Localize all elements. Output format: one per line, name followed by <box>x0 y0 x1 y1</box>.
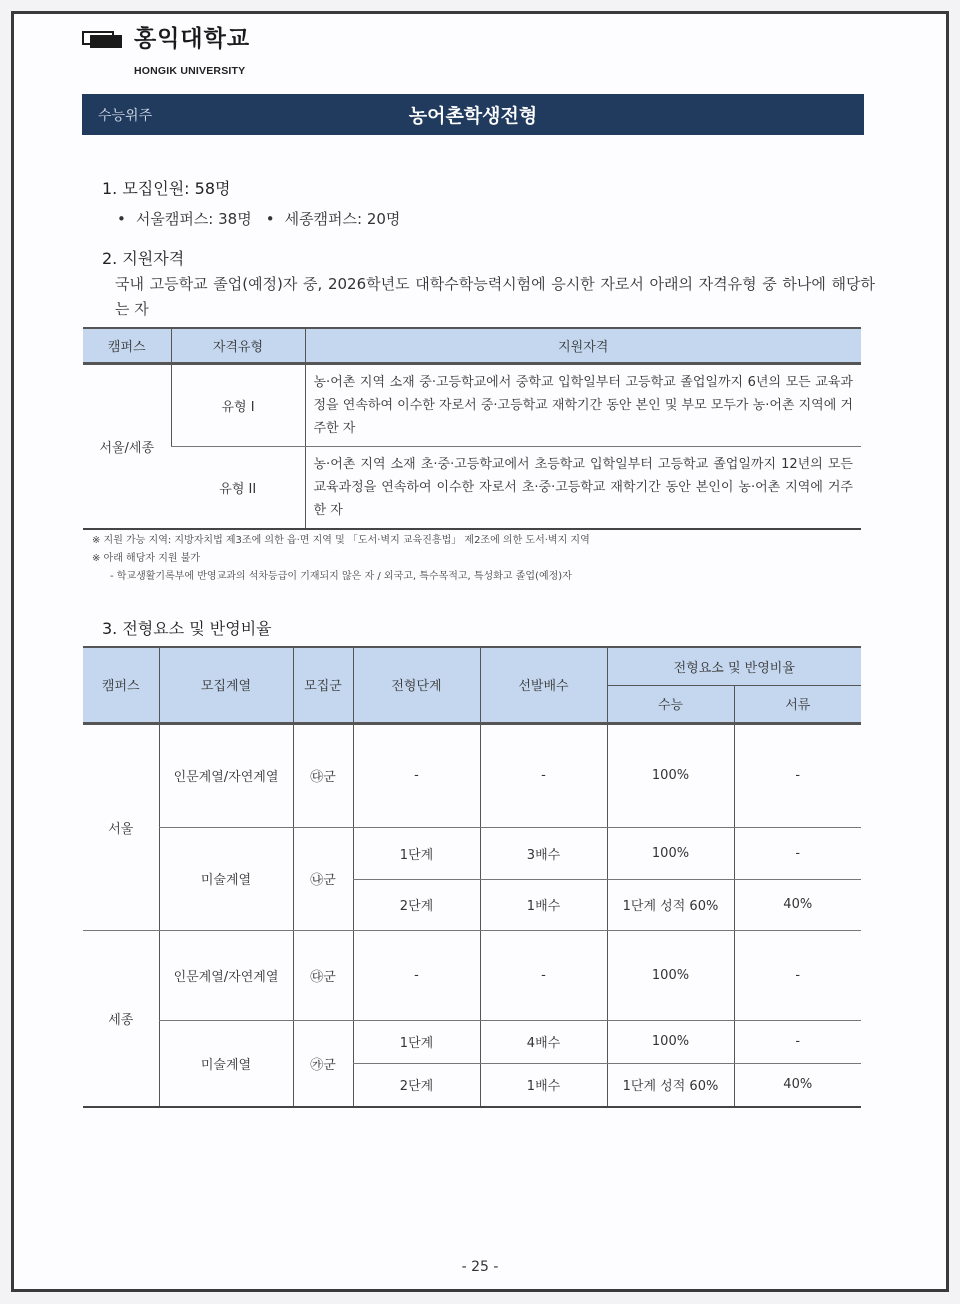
csat-cell: 1단계 성적 60% <box>607 879 734 930</box>
type-cell: 유형 I <box>171 363 305 446</box>
bullet-icon: • <box>265 210 275 228</box>
csat-cell: 100% <box>607 1020 734 1063</box>
selection-ratio-table <box>83 646 861 1108</box>
section-heading-selection: 3. 전형요소 및 반영비율 <box>102 619 272 638</box>
campus-cell: 서울/세종 <box>83 363 171 529</box>
multiplier-cell: 3배수 <box>480 827 607 879</box>
stage-cell: 2단계 <box>353 879 480 930</box>
field-cell: 미술계열 <box>159 827 293 930</box>
page-number: - 25 - <box>461 1259 499 1275</box>
bullet-icon: • <box>117 210 126 228</box>
section-heading-quota: 1. 모집인원: 58명 <box>102 179 231 198</box>
field-cell: 인문계열/자연계열 <box>159 930 293 1020</box>
field-cell: 미술계열 <box>159 1020 293 1107</box>
campus-quota-list <box>117 208 400 229</box>
documents-cell: - <box>734 827 861 879</box>
multiplier-cell: 1배수 <box>480 879 607 930</box>
csat-cell: 100% <box>607 723 734 827</box>
col-header-stage: 전형단계 <box>353 647 480 723</box>
table-row <box>83 827 861 879</box>
table-row <box>83 1020 861 1063</box>
col-header-ratio-group: 전형요소 및 반영비율 <box>607 647 861 685</box>
col-header-multiplier: 선발배수 <box>480 647 607 723</box>
university-logo <box>82 26 282 78</box>
stage-cell: 1단계 <box>353 827 480 879</box>
multiplier-cell: 1배수 <box>480 1063 607 1107</box>
col-header-csat: 수능 <box>607 685 734 723</box>
documents-cell: - <box>734 1020 861 1063</box>
csat-cell: 100% <box>607 930 734 1020</box>
documents-cell: - <box>734 723 861 827</box>
type-cell: 유형 II <box>171 446 305 529</box>
multiplier-cell: - <box>480 930 607 1020</box>
logo-mark-icon <box>82 31 122 47</box>
campus-cell: 세종 <box>83 930 159 1107</box>
csat-cell: 100% <box>607 827 734 879</box>
table-row <box>83 446 861 529</box>
stage-cell: 1단계 <box>353 1020 480 1063</box>
table-row <box>83 723 861 827</box>
col-header-campus: 캠퍼스 <box>83 647 159 723</box>
qualification-cell: 농·어촌 지역 소재 초·중·고등학교에서 초등학교 입학일부터 고등학교 졸업일까지 12년의 모든 교육과정을 연속하여 이수한 자로서 초·중·고등학교 재학기간 동안 본인이 농·어촌 지역에 거주한 자 <box>305 446 861 529</box>
note-ineligible: ※ 아래 해당자 지원 불가 <box>92 553 201 564</box>
stage-cell: - <box>353 930 480 1020</box>
col-header-campus: 캠퍼스 <box>83 328 171 363</box>
eligibility-description: 국내 고등학교 졸업(예정)자 중, 2026학년도 대학수학능력시험에 응시한 자로서 아래의 자격유형 중 하나에 해당하는 자 <box>115 275 875 318</box>
note-ineligible-detail: - 학교생활기록부에 반영교과의 석차등급이 기재되지 않은 자 / 외국고, 특수목적고, 특성화고 졸업(예정)자 <box>110 571 572 582</box>
campus-cell: 서울 <box>83 723 159 930</box>
stage-cell: 2단계 <box>353 1063 480 1107</box>
stage-cell: - <box>353 723 480 827</box>
table-row <box>83 930 861 1020</box>
quota-sejong: 세종캠퍼스: 20명 <box>284 210 401 228</box>
logo-english-name: HONGIK UNIVERSITY <box>134 65 246 77</box>
logo-korean-name: 홍익대학교 <box>134 26 251 52</box>
group-cell: ㉮군 <box>293 1020 353 1107</box>
group-cell: ㉰군 <box>293 723 353 827</box>
col-header-qualification: 지원자격 <box>305 328 861 363</box>
field-cell: 인문계열/자연계열 <box>159 723 293 827</box>
documents-cell: 40% <box>734 1063 861 1107</box>
col-header-group: 모집군 <box>293 647 353 723</box>
table-row <box>83 363 861 446</box>
col-header-type: 자격유형 <box>171 328 305 363</box>
section-heading-eligibility: 2. 지원자격 <box>102 249 185 268</box>
title-banner <box>82 94 864 135</box>
group-cell: ㉰군 <box>293 930 353 1020</box>
col-header-field: 모집계열 <box>159 647 293 723</box>
documents-cell: 40% <box>734 879 861 930</box>
multiplier-cell: 4배수 <box>480 1020 607 1063</box>
eligibility-table <box>83 327 861 530</box>
csat-cell: 1단계 성적 60% <box>607 1063 734 1107</box>
qualification-cell: 농·어촌 지역 소재 중·고등학교에서 중학교 입학일부터 고등학교 졸업일까지 6년의 모든 교육과정을 연속하여 이수한 자로서 중·고등학교 재학기간 동안 본인 및 부모 모두가 농·어촌 지역에 거주한 자 <box>305 363 861 446</box>
quota-seoul: 서울캠퍼스: 38명 <box>135 210 252 228</box>
admission-category: 수능위주 <box>98 108 153 124</box>
note-region: ※ 지원 가능 지역: 지방자치법 제3조에 의한 읍·면 지역 및 「도서·벽지 교육진흥법」 제2조에 의한 도서·벽지 지역 <box>92 535 590 546</box>
group-cell: ㉯군 <box>293 827 353 930</box>
documents-cell: - <box>734 930 861 1020</box>
multiplier-cell: - <box>480 723 607 827</box>
eligibility-notes <box>92 532 590 586</box>
col-header-documents: 서류 <box>734 685 861 723</box>
page-title: 농어촌학생전형 <box>408 105 538 127</box>
